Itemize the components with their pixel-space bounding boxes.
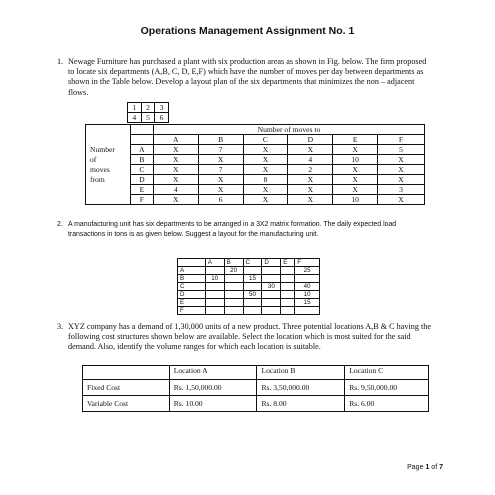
table-cell: 40	[295, 283, 320, 291]
table-row	[83, 380, 429, 396]
column-header: F	[295, 259, 320, 267]
question-1	[57, 57, 433, 98]
column-header: D	[262, 259, 281, 267]
row-header: F	[130, 195, 153, 205]
table-cell: Rs. 8.00	[257, 396, 345, 412]
question-3	[57, 322, 433, 353]
table-cell	[205, 299, 224, 307]
table-cell	[205, 267, 224, 275]
table-cell: X	[243, 185, 288, 195]
column-header: D	[288, 135, 333, 145]
table-cell	[205, 307, 224, 315]
table-cell: X	[153, 165, 198, 175]
question-text: A manufacturing unit has six departments to be arranged in a 3X2 matrix formation. The daily expected load transactions in tons is as given below. Suggest a layout for the manufacturing unit.	[68, 221, 397, 238]
table-cell: X	[288, 185, 333, 195]
column-header: F	[378, 135, 425, 145]
table-cell: 10	[205, 275, 224, 283]
table-cell	[243, 299, 262, 307]
moves-table	[85, 124, 425, 205]
table-row	[86, 165, 425, 175]
table-row	[86, 175, 425, 185]
table-cell	[281, 291, 295, 299]
table-row	[86, 185, 425, 195]
table-row	[86, 195, 425, 205]
table-cell: X	[243, 145, 288, 155]
table-cell: X	[198, 185, 243, 195]
table-cell: 7	[198, 165, 243, 175]
table-cell: Rs. 3,50,000.00	[257, 380, 345, 396]
table-cell: 4	[288, 155, 333, 165]
question-number: 2.	[57, 221, 63, 228]
table-cell: Rs. 9,50,000.00	[345, 380, 429, 396]
table-row	[178, 291, 320, 299]
table-cell	[262, 275, 281, 283]
table-cell: 8	[243, 175, 288, 185]
footer-of-word: of	[431, 464, 438, 471]
row-header: D	[178, 291, 206, 299]
cost-table	[82, 365, 429, 412]
table-cell	[224, 291, 243, 299]
table-cell: 25	[295, 267, 320, 275]
table-row	[83, 396, 429, 412]
row-header: F	[178, 307, 206, 315]
row-header: C	[130, 165, 153, 175]
table-cell: X	[378, 175, 425, 185]
table-cell: X	[243, 155, 288, 165]
row-header: C	[178, 283, 206, 291]
question-number: 1.	[57, 57, 64, 66]
table-cell	[243, 267, 262, 275]
table-cell: X	[198, 175, 243, 185]
table-cell	[205, 291, 224, 299]
grid-cell: 6	[155, 113, 169, 123]
table-header: Number of moves to	[153, 125, 424, 135]
table-cell: 15	[295, 299, 320, 307]
row-header: A	[178, 267, 206, 275]
page-footer	[407, 464, 443, 471]
column-header: A	[205, 259, 224, 267]
table-cell: Rs. 1,50,000.00	[169, 380, 257, 396]
table-cell: X	[333, 165, 378, 175]
column-header: C	[243, 259, 262, 267]
table-cell	[243, 283, 262, 291]
table-cell: X	[243, 195, 288, 205]
table-cell: 7	[198, 145, 243, 155]
table-cell	[295, 275, 320, 283]
table-cell: X	[378, 155, 425, 165]
grid-cell: 4	[128, 113, 142, 123]
row-header: E	[178, 299, 206, 307]
grid-cell: 5	[141, 113, 155, 123]
table-cell	[295, 307, 320, 315]
table-cell	[262, 299, 281, 307]
table-cell	[262, 291, 281, 299]
question-number: 3.	[57, 322, 64, 331]
table-cell	[281, 267, 295, 275]
table-cell: X	[153, 175, 198, 185]
grid-cell: 1	[128, 103, 142, 113]
table-cell: X	[378, 165, 425, 175]
table-cell	[281, 299, 295, 307]
column-header: B	[224, 259, 243, 267]
row-header: D	[130, 175, 153, 185]
column-header: A	[153, 135, 198, 145]
table-cell	[205, 283, 224, 291]
table-cell: 15	[243, 275, 262, 283]
table-cell	[224, 299, 243, 307]
grid-cell: 3	[155, 103, 169, 113]
table-cell: 2	[288, 165, 333, 175]
table-row	[178, 275, 320, 283]
row-header: Variable Cost	[83, 396, 170, 412]
table-cell: X	[288, 195, 333, 205]
table-cell: X	[333, 145, 378, 155]
table-cell: 6	[198, 195, 243, 205]
table-cell: Rs. 10.00	[169, 396, 257, 412]
table-cell: 3	[378, 185, 425, 195]
table-cell: X	[333, 185, 378, 195]
table-cell: X	[288, 175, 333, 185]
grid-cell: 2	[141, 103, 155, 113]
table-cell: 30	[262, 283, 281, 291]
table-row	[178, 267, 320, 275]
row-axis-label: Number of moves from	[86, 125, 131, 205]
column-header: Location B	[257, 366, 345, 380]
table-cell	[281, 275, 295, 283]
table-cell	[281, 307, 295, 315]
table-cell: X	[333, 175, 378, 185]
row-header: B	[130, 155, 153, 165]
table-row	[178, 307, 320, 315]
table-cell: X	[288, 145, 333, 155]
plant-area-grid	[127, 102, 169, 123]
question-text: XYZ company has a demand of 1,30,000 units of a new product. Three potential locations A,B & C having the following cost structures shown below are available. Select the location which is most suited for the said demand. Also, identify the volume ranges for which each location is suitable.	[68, 322, 431, 352]
column-header: E	[333, 135, 378, 145]
row-header: B	[178, 275, 206, 283]
table-cell: X	[378, 195, 425, 205]
column-header: E	[281, 259, 295, 267]
table-cell	[224, 307, 243, 315]
page-title: Operations Management Assignment No. 1	[140, 25, 355, 37]
row-header: A	[130, 145, 153, 155]
table-cell: X	[153, 155, 198, 165]
table-cell	[262, 307, 281, 315]
table-cell: 4	[153, 185, 198, 195]
table-row	[86, 155, 425, 165]
table-cell: 20	[224, 267, 243, 275]
load-table	[177, 258, 320, 315]
table-cell: X	[153, 145, 198, 155]
table-row	[178, 299, 320, 307]
table-cell	[262, 267, 281, 275]
table-cell: X	[153, 195, 198, 205]
question-text: Newage Furniture has purchased a plant with six production areas as shown in Fig. below. The firm proposed to locate six departments (A,B, C, D, E,F) which have the number of moves per day between departments as shown in the Table below. Develop a layout plan of the six departments that minimizes the non – adjacent flows.	[68, 57, 427, 97]
column-header: B	[198, 135, 243, 145]
table-cell: X	[243, 165, 288, 175]
table-cell	[224, 275, 243, 283]
table-cell: 10	[333, 155, 378, 165]
column-header: C	[243, 135, 288, 145]
table-cell: 10	[333, 195, 378, 205]
table-cell: Rs. 6.00	[345, 396, 429, 412]
footer-page-total: 7	[439, 464, 443, 471]
question-2	[57, 220, 433, 240]
table-row	[178, 283, 320, 291]
row-header: Fixed Cost	[83, 380, 170, 396]
column-header: Location C	[345, 366, 429, 380]
table-cell	[224, 283, 243, 291]
table-row	[86, 145, 425, 155]
table-cell: X	[198, 155, 243, 165]
table-cell: 10	[295, 291, 320, 299]
table-cell: 5	[378, 145, 425, 155]
footer-page-number: 1	[425, 464, 430, 471]
table-cell: 50	[243, 291, 262, 299]
table-cell	[281, 283, 295, 291]
row-header: E	[130, 185, 153, 195]
table-cell	[243, 307, 262, 315]
column-header: Location A	[169, 366, 257, 380]
footer-page-word: Page	[407, 464, 424, 471]
